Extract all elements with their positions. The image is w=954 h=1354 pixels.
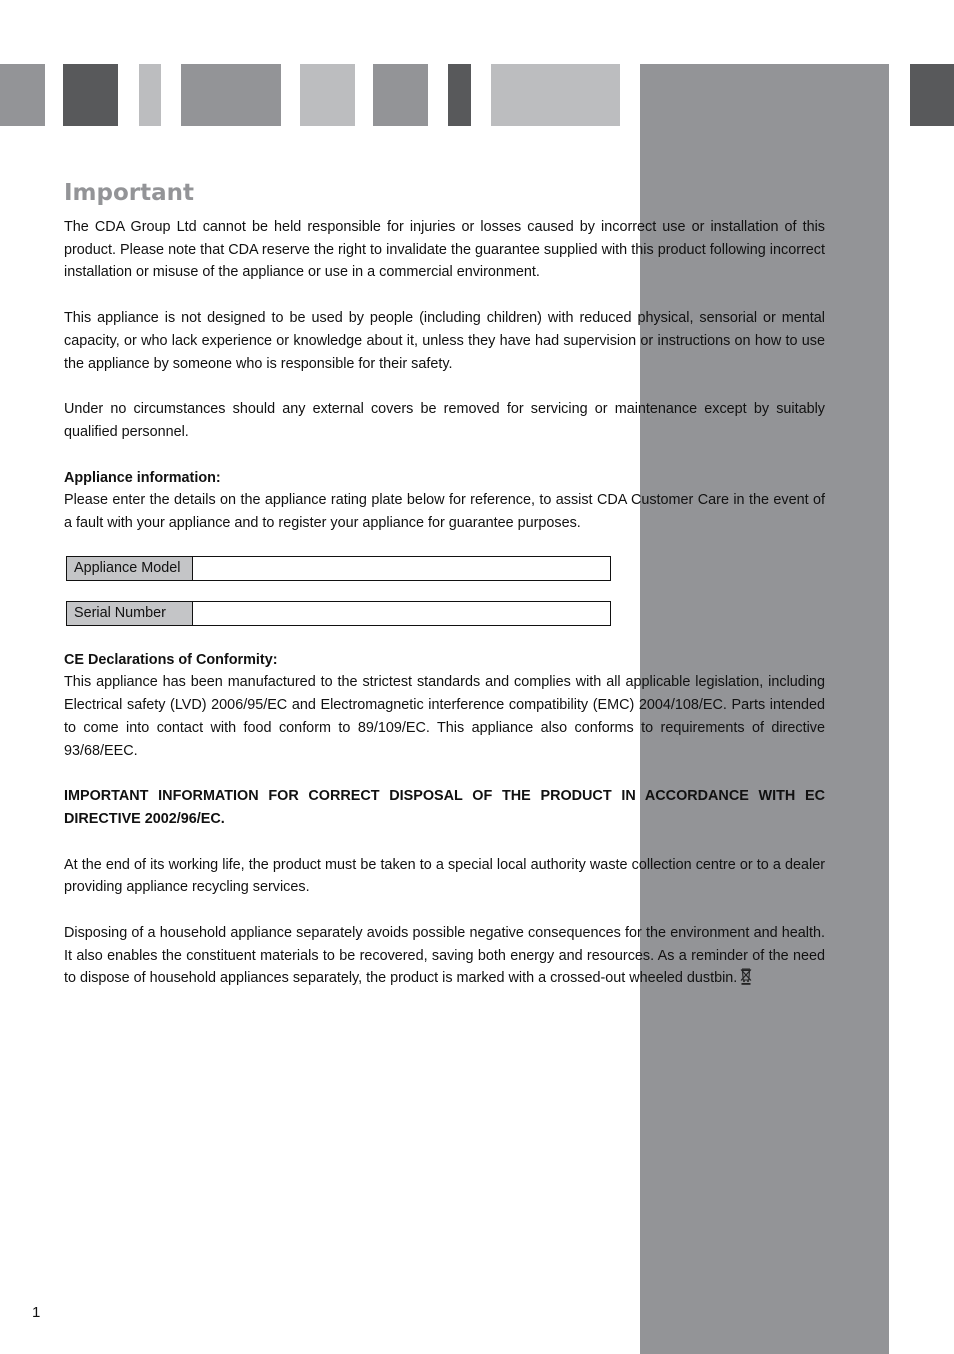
header-block	[181, 64, 281, 126]
serial-number-label: Serial Number	[67, 602, 193, 625]
header-block	[910, 64, 954, 126]
servicing-paragraph: Under no circumstances should any external covers be removed for servicing or maintenance except by suitably qualified personnel.	[64, 401, 825, 440]
serial-number-row	[66, 601, 611, 626]
header-block	[300, 64, 355, 126]
header-block	[448, 64, 471, 126]
header-block	[0, 64, 45, 126]
appliance-info-text: Please enter the details on the appliance rating plate below for reference, to assist CDA Customer Care in the event of a fault with your appliance and to register your appliance for guarantee purposes.	[64, 492, 825, 532]
header-block	[373, 64, 428, 126]
header-block	[139, 64, 161, 126]
appliance-model-input[interactable]	[193, 557, 610, 580]
disposal-paragraph-2	[64, 922, 825, 990]
disposal-title: IMPORTANT INFORMATION FOR CORRECT DISPOSAL OF THE PRODUCT IN ACCORDANCE WITH EC DIRECTIVE 2002/96/EC.	[64, 788, 825, 827]
page-title: Important	[64, 180, 195, 206]
appliance-model-label: Appliance Model	[67, 557, 193, 580]
main-content	[64, 176, 825, 990]
appliance-info-title: Appliance information:	[64, 469, 221, 486]
disposal-paragraph-1: At the end of its working life, the product must be taken to a special local authority waste collection centre or to a dealer providing appliance recycling services.	[64, 856, 825, 896]
disposal-paragraph-2-text: Disposing of a household appliance separately avoids possible negative consequences for the environment and health. It also enables the constituent materials to be recovered, saving both energy and resources. As a reminder of the need to dispose of household appliances separately, the product is marked with a crossed-out wheeled dustbin.	[64, 925, 825, 987]
header-block	[491, 64, 620, 126]
user-capacity-paragraph: This appliance is not designed to be used by people (including children) with reduced physical, sensorial or mental capacity, or who lack experience or knowledge about it, unless they have had supervision or instructions on how to use the appliance by someone who is responsible for their safety.	[64, 310, 825, 372]
ce-title: CE Declarations of Conformity:	[64, 651, 278, 668]
liability-paragraph: The CDA Group Ltd cannot be held responsible for injuries or losses caused by incorrect use or installation of this product. Please note that CDA reserve the right to invalidate the guarantee supplied with this product following incorrect installation or misuse of the appliance or use in a commercial environment.	[64, 219, 825, 281]
page-number: 1	[32, 1304, 41, 1321]
crossed-out-wheeled-bin-icon	[740, 967, 752, 985]
header-block	[63, 64, 118, 126]
ce-text: This appliance has been manufactured to the strictest standards and complies with all applicable legislation, including Electrical safety (LVD) 2006/95/EC and Electromagnetic interference compatibility (EMC) 2004/108/EC. Parts intended to come into contact with food conform to 89/109/EC. This appliance also conforms to requirements of directive 93/68/EEC.	[64, 674, 825, 759]
appliance-model-row	[66, 556, 611, 581]
serial-number-input[interactable]	[193, 602, 610, 625]
